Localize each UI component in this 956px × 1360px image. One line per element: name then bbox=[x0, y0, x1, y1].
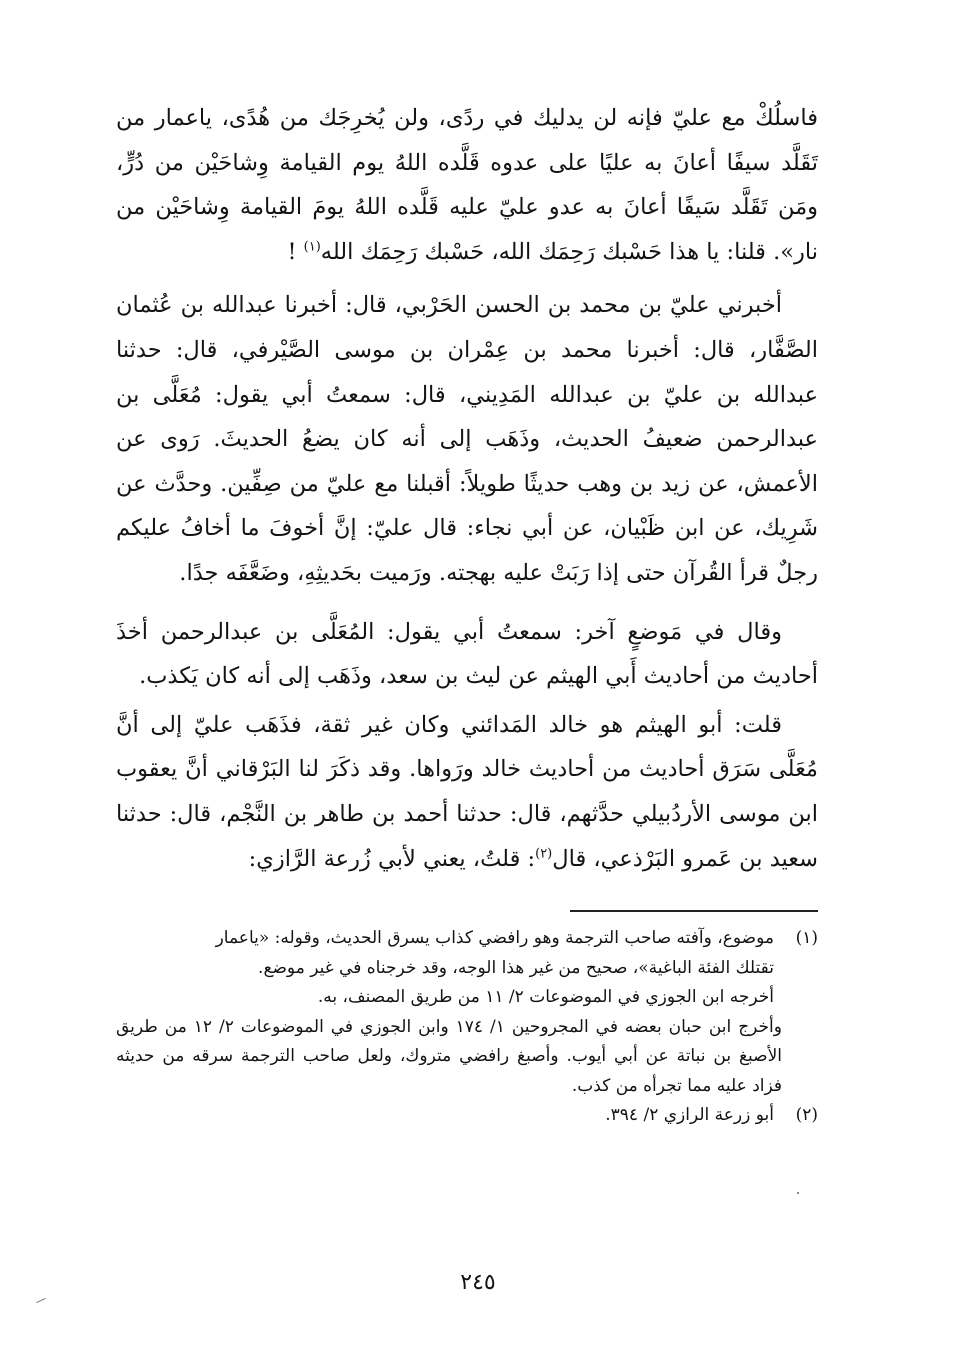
footnote-1-number: (١) bbox=[795, 928, 818, 948]
paragraph-1-text: فاسلُكْ مع عليّ فإنه لن يدليك في ردًى، ولن يُخرِجَك من هُدًى، ياعمار من تَقَلَّد سيفًا أعانَ به عليًا على عدوه قَلَّده اللهُ يوم القيامة وِشاحَيْن من دُرٍّ، ومَن تَقَلَّد سَيفًا أعانَ به عدو عليّ عليه قَلَّده اللهُ يومَ القيامة وِشاحَيْن من نار». قلنا: يا هذا حَسْبك رَحِمَك الله، حَسْبك رَحِمَك الله bbox=[116, 105, 818, 265]
footnote-1-line-2: تقتلك الفئة الباغية»، صحيح من غير هذا الوجه، وقد خرجناه في غير موضع. bbox=[258, 957, 774, 978]
footnotes bbox=[116, 924, 818, 1131]
scan-speck bbox=[797, 1192, 799, 1194]
footnote-2 bbox=[116, 1101, 818, 1131]
paragraph-3: وقال في مَوضعٍ آخر: سمعتُ أبي يقول: المُعَلَّى بن عبدالرحمن أخذَ أحاديث من أحاديث أَبي الهيثم عن ليث بن سعد، وذَهَب إلى أنه كان يَكذب. bbox=[116, 618, 818, 690]
paragraph-4-end: : قلتُ، يعني لأبي زُرعة الرَّازي: bbox=[248, 845, 536, 872]
footnote-separator bbox=[570, 910, 818, 912]
footnote-1-line-4: وأخرج ابن حبان بعضه في المجروحين ١/ ١٧٤ وابن الجوزي في الموضوعات ٢/ ١٢ من طريق الأصبغ بن نباتة عن أبي أيوب. وأصبغ رافضي متروك، ولعل صاحب الترجمة سرقه من حديثه فزاد عليه مما تجرأه من كذب. bbox=[116, 1016, 782, 1096]
footnote-1-line-3: أخرجه ابن الجوزي في الموضوعات ٢/ ١١ من طريق المصنف، به. bbox=[317, 987, 774, 1007]
paragraph-4 bbox=[116, 703, 818, 881]
scan-speck bbox=[36, 1298, 45, 1303]
footnote-ref-1: (١) bbox=[303, 239, 321, 255]
page-number: ٢٤٥ bbox=[460, 1270, 496, 1295]
paragraph-1 bbox=[116, 96, 818, 274]
main-text bbox=[116, 96, 818, 881]
footnote-1-line-1 bbox=[116, 924, 818, 954]
footnote-ref-2: (٢) bbox=[535, 846, 553, 861]
footnote-2-text: أبو زرعة الرازي ٢/ ٣٩٤. bbox=[605, 1105, 774, 1125]
footnote-2-number: (٢) bbox=[795, 1105, 818, 1125]
paragraph-2: أخبرني عليّ بن محمد بن الحسن الحَرْبي، قال: أخبرنا عبدالله بن عُثمان الصَّفَّار، قال: أخبرنا محمد بن عِمْران بن موسى الصَّيْرفي، قال: حدثنا عبدالله بن عليّ بن عبدالله المَدِيني، قال: سمعتُ أبي يقول: مُعَلَّى بن عبدالرحمن ضعيفُ الحديث، وذَهَب إلى أنه كان يضعُ الحديثَ. رَوى عن الأعمش، عن زيد بن وهب حديثًا طويلاً: أقبلنا مع عليّ من صِفِّين. وحدَّث عن شَرِيك، عن ابن ظَبْيان، عن أبي نجاء: قال عليّ: إنَّ أخوفَ ما أخافُ عليكم رجلٌ قرأ القُرآن حتى إذا رَبَتْ عليه بهجته. ورَميت بحَديثِهِ، وضَعَّفَه جدًا. bbox=[116, 292, 818, 586]
paragraph-1-end: ! bbox=[287, 238, 304, 265]
footnote-1-line-1-text: موضوع، وآفته صاحب الترجمة وهو رافضي كذاب يسرق الحديث، وقوله: «ياعمار bbox=[215, 928, 774, 948]
paragraph-4-text: قلت: أبو الهيثم هو خالد المَدائني وكان غير ثقة، فذَهَب عليّ إلى أنَّ مُعَلَّى سَرَق أحاديث من أحاديث خالد ورَواها. وقد ذكَرَ لنا البَرْقاني أنَّ يعقوب ابن موسى الأردُبيلي حدَّثهم، قال: حدثنا أحمد بن طاهر بن النَّجْم، قال: حدثنا سعيد بن عَمرو البَرْذعي، قال bbox=[116, 711, 818, 872]
